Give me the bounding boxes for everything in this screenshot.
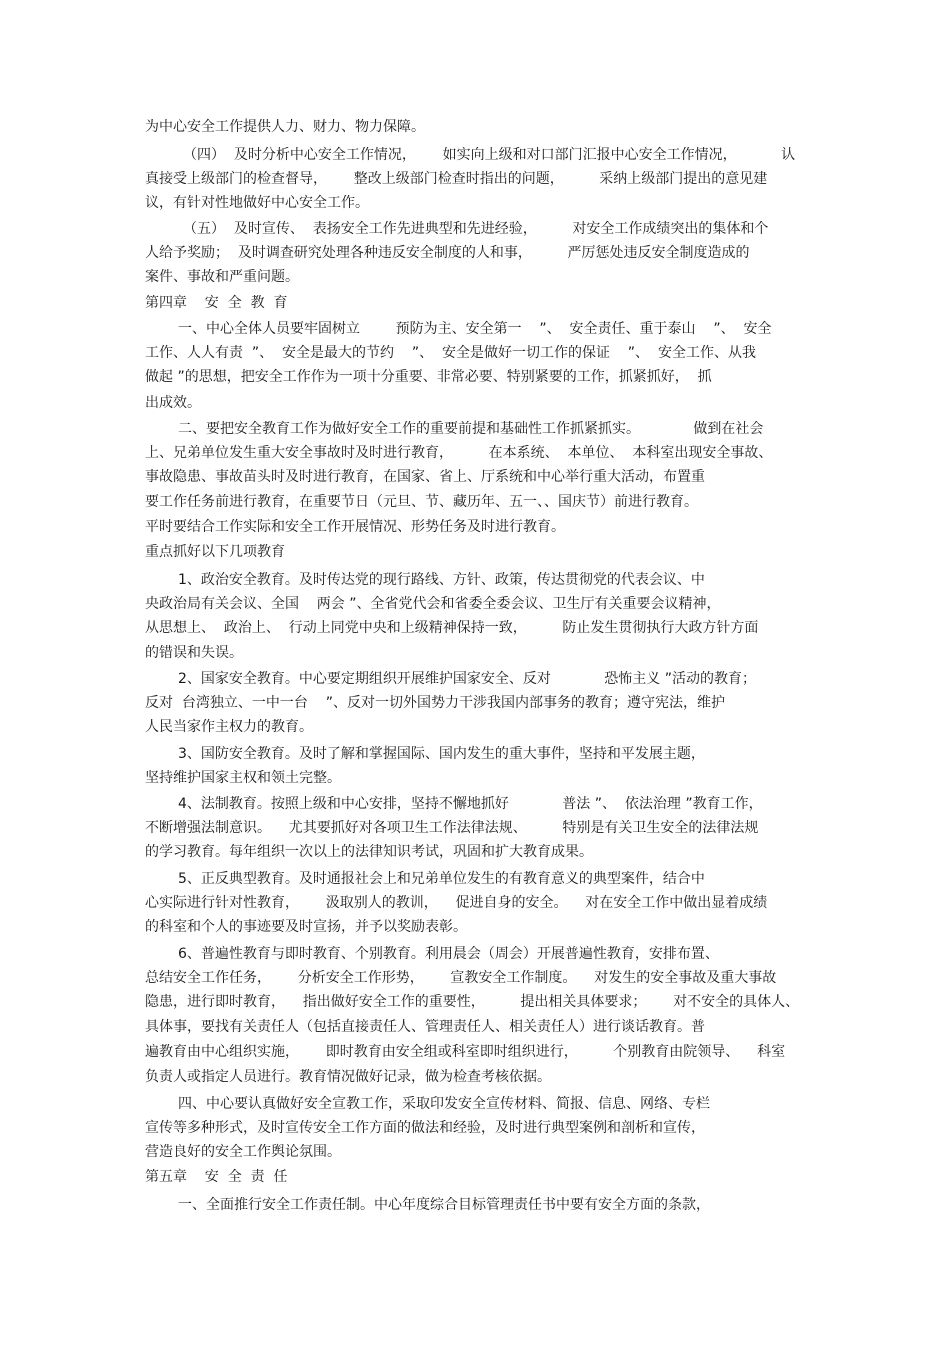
edu-item-2: 2、国家安全教育。中心要定期组织开展维护国家安全、反对 恐怖主义 ”活动的教育；	[178, 671, 757, 687]
text-line: 的学习教育。每年组织一次以上的法律知识考试，巩固和扩大教育成果。	[145, 844, 593, 860]
text-line: 坚持维护国家主权和领土完整。	[145, 770, 341, 786]
text-line: 真接受上级部门的检查督导， 整改上级部门检查时指出的问题， 采纳上级部门提出的意见建	[145, 171, 768, 187]
text-line: 心实际进行针对性教育， 汲取别人的教训， 促进自身的安全。 对在安全工作中做出显着成绩	[145, 895, 768, 911]
text-line: 为中心安全工作提供人力、财力、物力保障。	[145, 119, 425, 135]
text-line: 反对 台湾独立、一中一台 ”、反对一切外国势力干涉我国内部事务的教育；遵守宪法，维护	[145, 695, 725, 711]
chapter-5-heading: 第五章 安 全 责 任	[145, 1169, 288, 1185]
text-line: 做起 ”的思想，把安全工作作为一项十分重要、非常必要、特别紧要的工作，抓紧抓好， 抓	[145, 369, 712, 385]
edu-item-3: 3、国防安全教育。及时了解和掌握国际、国内发生的重大事件，坚持和平发展主题，	[178, 746, 705, 762]
paragraph-2: 二、要把安全教育工作为做好安全工作的重要前提和基础性工作抓紧抓实。 做到在社会	[178, 421, 764, 437]
edu-item-1: 1、政治安全教育。及时传达党的现行路线、方针、政策，传达贯彻党的代表会议、中	[178, 572, 705, 588]
paragraph-item-4: （四） 及时分析中心安全工作情况， 如实向上级和对口部门汇报中心安全工作情况， 认	[183, 147, 796, 163]
text-line: 的错误和失误。	[145, 645, 243, 661]
paragraph-item-5: （五） 及时宣传、 表扬安全工作先进典型和先进经验， 对安全工作成绩突出的集体和个	[183, 221, 769, 237]
edu-item-4: 4、法制教育。按照上级和中心安排，坚持不懈地抓好 普法 ”、 依法治理 ”教育工作，	[178, 796, 763, 812]
text-line: 遍教育由中心组织实施， 即时教育由安全组或科室即时组织进行， 个别教育由院领导、 科室	[145, 1044, 786, 1060]
text-line: 出成效。	[145, 395, 201, 411]
edu-item-5: 5、正反典型教育。及时通报社会上和兄弟单位发生的有教育意义的典型案件，结合中	[178, 871, 705, 887]
text-line: 从思想上、 政治上、 行动上同党中央和上级精神保持一致， 防止发生贯彻执行大政方针方面	[145, 620, 759, 636]
text-line: 人民当家作主权力的教育。	[145, 719, 313, 735]
section-subheading: 重点抓好以下几项教育	[145, 544, 285, 560]
text-line: 宣传等多种形式，及时宣传安全工作方面的做法和经验，及时进行典型案例和剖析和宣传，	[145, 1120, 705, 1136]
text-line: 的科室和个人的事迹要及时宣扬，并予以奖励表彰。	[145, 919, 467, 935]
text-line: 工作、人人有责 ”、 安全是最大的节约 ”、 安全是做好一切工作的保证 ”、 安全工作、从我	[145, 345, 756, 361]
edu-item-6: 6、普遍性教育与即时教育、个别教育。利用晨会（周会）开展普遍性教育，安排布置、	[178, 946, 719, 962]
paragraph-4: 四、中心要认真做好安全宣教工作，采取印发安全宣传材料、简报、信息、网络、专栏	[178, 1096, 710, 1112]
paragraph-5-1: 一、全面推行安全工作责任制。中心年度综合目标管理责任书中要有安全方面的条款，	[178, 1197, 710, 1213]
text-line: 具体事，要找有关责任人（包括直接责任人、管理责任人、相关责任人）进行谈话教育。普	[145, 1019, 705, 1035]
text-line: 营造良好的安全工作舆论氛围。	[145, 1144, 341, 1160]
text-line: 案件、事故和严重问题。	[145, 269, 299, 285]
text-line: 平时要结合工作实际和安全工作开展情况、形势任务及时进行教育。	[145, 519, 565, 535]
text-line: 央政治局有关会议、全国 两会 ”、全省党代会和省委全委会议、卫生厅有关重要会议精神，	[145, 596, 721, 612]
text-line: 事故隐患、事故苗头时及时进行教育，在国家、省上、厅系统和中心举行重大活动，布置重	[145, 469, 705, 485]
text-line: 要工作任务前进行教育，在重要节日（元旦、节、藏历年、五一、、国庆节）前进行教育。	[145, 494, 698, 510]
text-line: 议，有针对性地做好中心安全工作。	[145, 195, 369, 211]
text-line: 负责人或指定人员进行。教育情况做好记录，做为检查考核依据。	[145, 1069, 551, 1085]
text-line: 总结安全工作任务， 分析安全工作形势， 宣教安全工作制度。 对发生的安全事故及重大事故	[145, 970, 777, 986]
text-line: 隐患，进行即时教育， 指出做好安全工作的重要性， 提出相关具体要求； 对不安全的具体人、	[145, 994, 800, 1010]
chapter-4-heading: 第四章 安 全 教 育	[145, 295, 288, 311]
text-line: 不断增强法制意识。 尤其要抓好对各项卫生工作法律法规、 特别是有关卫生安全的法律法规	[145, 820, 759, 836]
paragraph-1: 一、中心全体人员要牢固树立 预防为主、安全第一 ”、 安全责任、重于泰山 ”、 安全	[178, 321, 772, 337]
text-line: 人给予奖励； 及时调查研究处理各种违反安全制度的人和事， 严厉惩处违反安全制度造成的	[145, 245, 750, 261]
text-line: 上、兄弟单位发生重大安全事故时及时进行教育， 在本系统、 本单位、 本科室出现安全事故、	[145, 445, 773, 461]
